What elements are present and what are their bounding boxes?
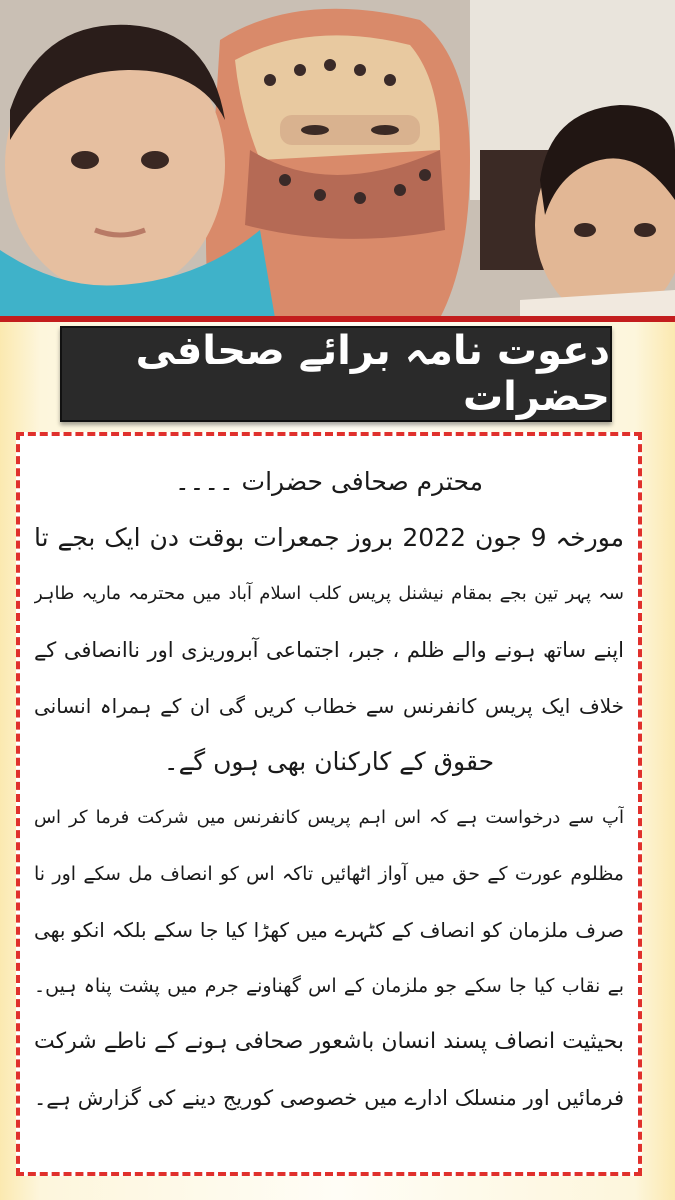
letter-line: فرمائیں اور منسلک ادارے میں خصوصی کوریج دینے کی گزارش ہے۔ — [34, 1086, 624, 1110]
photo-woman-with-children-icon — [0, 0, 675, 318]
letter-line: بحیثیت انصاف پسند انسان باشعور صحافی ہونے کے ناطے شرکت — [34, 1029, 624, 1054]
letter-line: مورخہ 9 جون 2022 بروز جمعرات بوقت دن ایک بجے تا — [34, 523, 624, 552]
letter-line: حقوق کے کارکنان بھی ہوں گے۔ — [163, 747, 495, 776]
header-photo — [0, 0, 675, 318]
letter-line: مظلوم عورت کے حق میں آواز اٹھائیں تاکہ اس کو انصاف مل سکے اور نا — [34, 863, 624, 885]
letter-line: آپ سے درخواست ہے کہ اس اہم پریس کانفرنس میں شرکت فرما کر اس — [34, 807, 624, 828]
page-title: دعوت نامہ برائے صحافی حضرات — [135, 328, 610, 420]
letter-line: صرف ملزمان کو انصاف کے کٹہرے میں کھڑا کیا جا سکے بلکہ انکو بھی — [34, 918, 624, 942]
title-banner — [60, 326, 612, 422]
invitation-letter — [16, 432, 642, 1176]
letter-line: سہ پہر تین بجے بمقام نیشنل پریس کلب اسلام آباد میں محترمہ ماریہ طاہر — [34, 583, 624, 604]
letter-line: خلاف ایک پریس کانفرنس سے خطاب کریں گی ان کے ہمراہ انسانی — [34, 694, 624, 718]
letter-salutation: محترم صحافی حضرات ۔۔۔۔ — [175, 467, 483, 496]
letter-line: اپنے ساتھ ہونے والے ظلم ، جبر، اجتماعی آبروریزی اور ناانصافی کے — [34, 638, 624, 662]
letter-line: بے نقاب کیا جا سکے جو ملزمان کے اس گھناونے جرم میں پشت پناہ ہیں۔ — [34, 975, 624, 997]
photo-divider — [0, 316, 675, 322]
